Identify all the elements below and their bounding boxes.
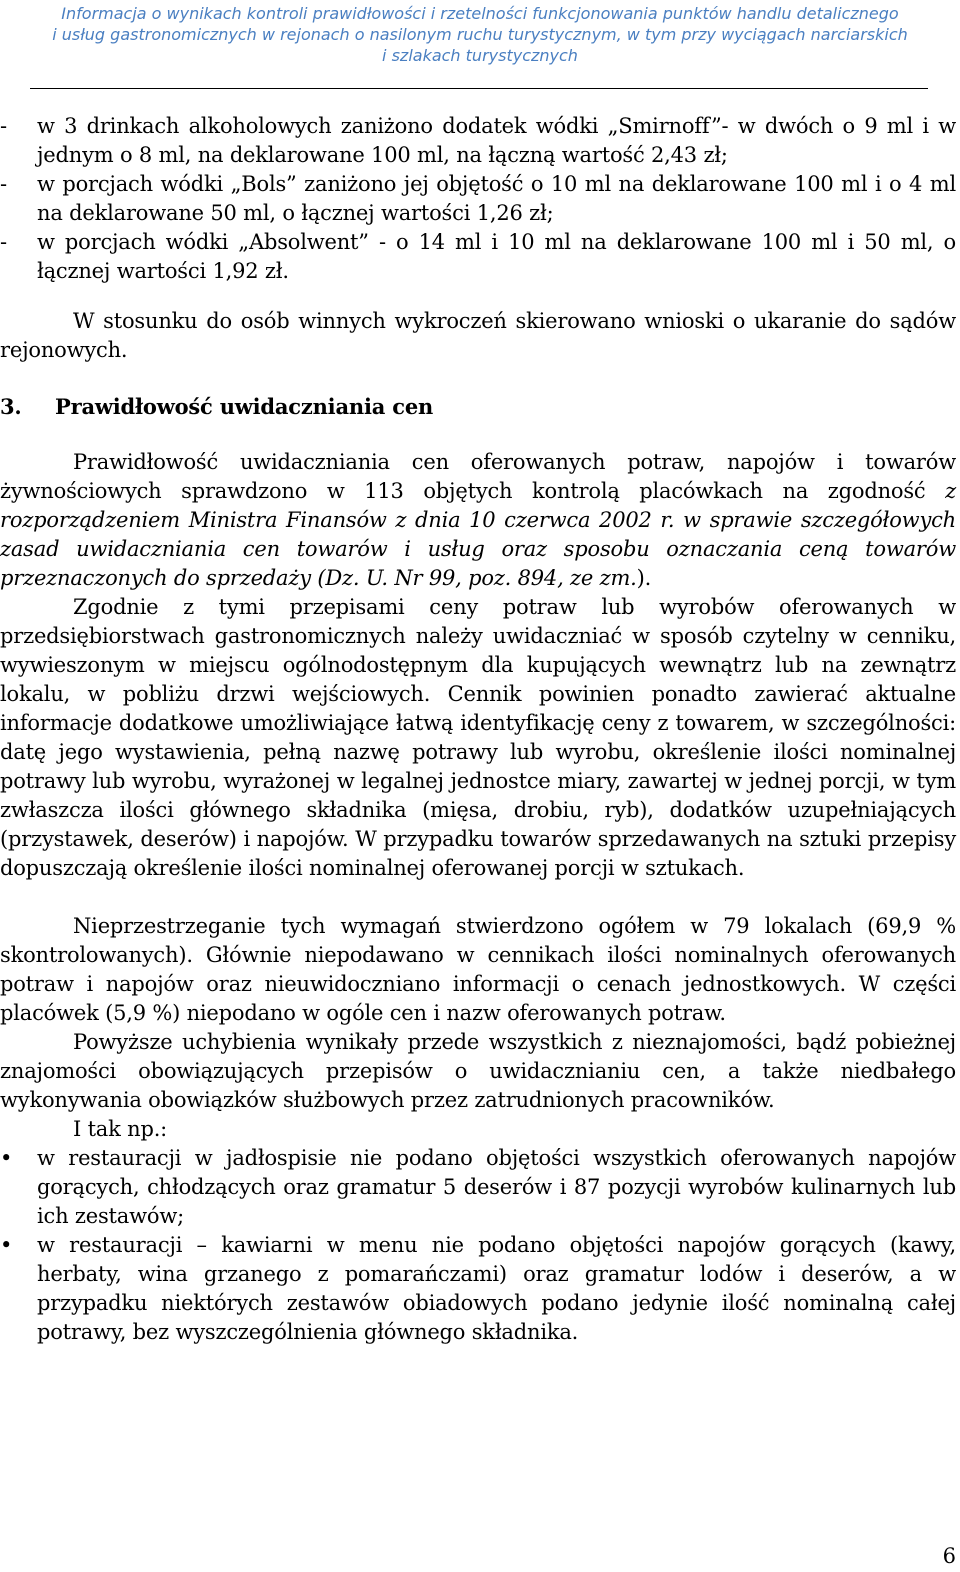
page-number: 6 xyxy=(942,1544,956,1568)
header-line-1: Informacja o wynikach kontroli prawidłowości i rzetelności funkcjonowania punktów handlu detalicznego xyxy=(61,4,899,23)
document-body xyxy=(0,112,956,1347)
running-header xyxy=(0,3,960,66)
header-divider xyxy=(30,88,928,89)
bullet-marker: • xyxy=(0,1233,13,1257)
paragraph-regulations: Zgodnie z tymi przepisami ceny potraw lub wyrobów oferowanych w przedsiębiorstwach gastronomicznych należy uwidaczniać w sposób czytelny w cenniku, wywieszonym w miejscu ogólnodostępnym dla kupujących wewnątrz lub na zewnątrz lokalu, w pobliżu drzwi wejściowych. Cennik powinien ponadto zawierać aktualne informacje dodatkowe umożliwiające łatwą identyfikację ceny z towarem, w szczególności: datę jego wystawienia, pełną nazwę potrawy lub wyrobu, określenie ilości nominalnej potrawy lub wyrobu, wyrażonej w legalnej jednostce miary, zawartej w jednej porcji, w tym zwłaszcza ilości głównego składnika (mięsa, drobiu, ryb), dodatków uzupełniających (przystawek, deserów) i napojów. W przypadku towarów sprzedawanych na sztuki przepisy dopuszczają określenie ilości nominalnej oferowanej porcji w sztukach. xyxy=(0,595,956,880)
paragraph-violations: Nieprzestrzeganie tych wymagań stwierdzono ogółem w 79 lokalach (69,9 % skontrolowanych). Głównie niepodawano w cennikach ilości nominalnych oferowanych potraw i napojów oraz nieuwidoczniano informacji o cenach jednostkowych. W części placówek (5,9 %) niepodano w ogóle cen i nazw oferowanych potraw. xyxy=(0,914,956,1025)
dash-list-item xyxy=(0,228,956,286)
paragraph-sanctions: W stosunku do osób winnych wykroczeń skierowano wnioski o ukaranie do sądów rejonowych. xyxy=(0,309,956,362)
bullet-list-item xyxy=(0,1144,956,1231)
dash-item-text: w 3 drinkach alkoholowych zaniżono dodatek wódki „Smirnoff”- w dwóch o 9 ml i w jednym o 8 ml, na deklarowane 100 ml, na łączną wartość 2,43 zł; xyxy=(37,114,956,167)
regulation-citation: z rozporządzeniem Ministra Finansów z dnia 10 czerwca 2002 r. w sprawie szczegółowych zasad uwidaczniania cen towarów i usług oraz sposobu oznaczania ceną towarów przeznaczonych do sprzedaży (Dz. U. Nr 99, poz. 894, ze zm. xyxy=(0,479,956,590)
bullet-item-text: w restauracji w jadłospisie nie podano objętości wszystkich oferowanych napojów gorących, chłodzących oraz gramatur 5 deserów i 87 pozycji wyrobów kulinarnych lub ich zestawów; xyxy=(37,1146,956,1228)
paragraph-causes: Powyższe uchybienia wynikały przede wszystkich z nieznajomości, bądź pobieżnej znajomości obowiązujących przepisów o uwidacznianiu cen, a także niedbałego wykonywania obowiązków służbowych przez zatrudnionych pracowników. xyxy=(0,1030,956,1112)
dash-marker: - xyxy=(0,230,7,254)
dash-item-text: w porcjach wódki „Absolwent” - o 14 ml i 10 ml na deklarowane 100 ml i 50 ml, o łącznej wartości 1,92 zł. xyxy=(37,230,956,283)
bullet-list-item xyxy=(0,1231,956,1347)
header-line-2: i usług gastronomicznych w rejonach o nasilonym ruchu turystycznym, w tym przy wyciągach narciarskich xyxy=(52,25,908,44)
paragraph-price-check-tail: ). xyxy=(636,566,652,590)
dash-list-item xyxy=(0,112,956,170)
section-number: 3. xyxy=(0,394,22,419)
paragraph-price-check-text: Prawidłowość uwidaczniania cen oferowanych potraw, napojów i towarów żywnościowych sprawdzono w 113 objętych kontrolą placówkach na zgodność xyxy=(0,450,956,503)
header-line-3: i szlakach turystycznych xyxy=(382,46,578,65)
dash-item-text: w porcjach wódki „Bols” zaniżono jej objętość o 10 ml na deklarowane 100 ml i o 4 ml na deklarowane 50 ml, o łącznej wartości 1,26 zł; xyxy=(37,172,956,225)
bullet-marker: • xyxy=(0,1146,13,1170)
paragraph-examples-intro: I tak np.: xyxy=(73,1117,168,1141)
dash-marker: - xyxy=(0,114,7,138)
dash-marker: - xyxy=(0,172,7,196)
section-heading xyxy=(0,392,956,421)
bullet-item-text: w restauracji – kawiarni w menu nie podano objętości napojów gorących (kawy, herbaty, wina grzanego z pomarańczami) oraz gramatur lodów i deserów, a w przypadku niektórych zestawów obiadowych podano jedynie ilość nominalną całej potrawy, bez wyszczególnienia głównego składnika. xyxy=(37,1233,956,1344)
paragraph-price-check xyxy=(0,448,956,593)
section-title: Prawidłowość uwidaczniania cen xyxy=(55,394,434,419)
dash-list-item xyxy=(0,170,956,228)
